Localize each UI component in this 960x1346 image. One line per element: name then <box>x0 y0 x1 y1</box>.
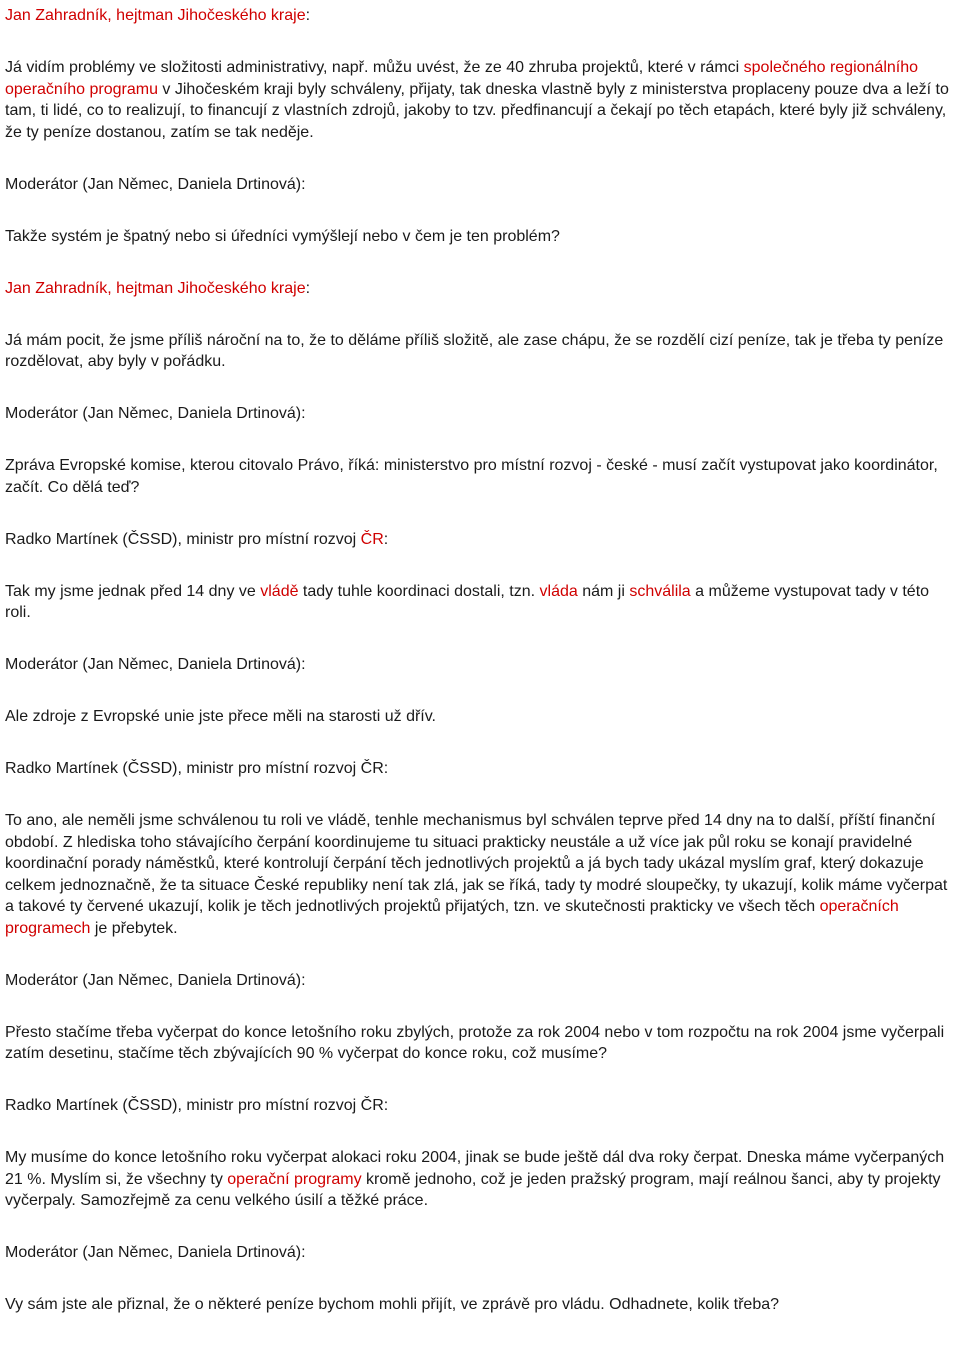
text-segment: je přebytek. <box>90 919 178 937</box>
highlighted-term: vládě <box>260 582 299 600</box>
transcript-paragraph <box>5 1022 955 1065</box>
text-segment: : <box>305 7 311 24</box>
speaker-label <box>5 1095 955 1117</box>
highlighted-term: schválila <box>629 582 691 600</box>
transcript-paragraph <box>5 706 955 728</box>
transcript-paragraph <box>5 330 955 373</box>
text-segment: v Jihočeském kraji byly schváleny, přijaty, tak dneska vlastně byly z ministerstva proplaceny pouze dva a leží to tam, ti lidé, co to realizují, to financují z vlastních zdrojů, jakoby to tzv. předfinancují a čekají po těch etapách, které byly již schváleny, že ty peníze dostanou, zatím se tak neděje. <box>5 80 949 141</box>
text-segment: : <box>383 530 389 548</box>
text-segment: Vy sám jste ale přiznal, že o některé peníze bychom mohli přijít, ve zprávě pro vládu. Odhadnete, kolik třeba? <box>5 1296 780 1313</box>
text-segment: Radko Martínek (ČSSD), ministr pro místní rozvoj <box>5 530 361 548</box>
speaker-label <box>5 5 955 27</box>
highlighted-term: Jan Zahradník, hejtman Jihočeského kraje <box>5 279 306 297</box>
text-segment: : <box>305 279 311 297</box>
speaker-label <box>5 758 955 780</box>
transcript-paragraph <box>5 581 955 624</box>
text-segment: kromě jednoho, což je jeden pražský program, mají reálnou šanci, aby ty projekty vyčerpaly. Samozřejmě za cenu velkého úsilí a těžké práce. <box>5 1170 941 1209</box>
transcript-paragraph <box>5 810 955 939</box>
text-segment: My musíme do konce letošního roku vyčerpat alokaci roku 2004, jinak se bude ještě dál dva roky čerpat. Dneska máme vyčerpaných 21 %. Myslím si, že všechny ty <box>5 1149 945 1188</box>
text-segment: Moderátor (Jan Němec, Daniela Drtinová): <box>5 656 306 673</box>
text-segment: To ano, ale neměli jsme schválenou tu roli ve vládě, tenhle mechanismus byl schválen teprve před 14 dny na to další, příští finanční období. Z hlediska toho stávajícího čerpání koordinujeme tu situaci prakticky neustále a už více jak půl roku se konají pravidelné koordinační porady náměstků, které kontrolují čerpání těch jednotlivých projektů a já bych tady ukázal myslím graf, který dokazuje celkem jednoznačně, že ta situace České republiky není tak zlá, jak se říká, tady ty modré sloupečky, ty ukazují, kolik máme vyčerpat a takové ty červené ukazují, kolik je těch jednotlivých projektů přijatých, tzn. ve skutečnosti prakticky ve všech těch <box>5 812 948 915</box>
highlighted-term: ČR <box>360 530 384 548</box>
text-segment: nám ji <box>577 582 630 600</box>
speaker-label <box>5 654 955 676</box>
text-segment: Já mám pocit, že jsme příliš nároční na to, že to děláme příliš složitě, ale zase chápu, že se rozdělí cizí peníze, tak je třeba ty peníze rozdělovat, aby byly v pořádku. <box>5 331 944 370</box>
text-segment: a můžeme vystupovat tady v této roli. <box>5 582 930 621</box>
transcript-paragraph <box>5 455 955 498</box>
highlighted-term: vláda <box>539 582 578 600</box>
text-segment: Radko Martínek (ČSSD), ministr pro místní rozvoj ČR: <box>5 760 389 777</box>
speaker-label <box>5 529 955 551</box>
text-segment: tady tuhle koordinaci dostali, tzn. <box>298 582 540 600</box>
text-segment: Moderátor (Jan Němec, Daniela Drtinová): <box>5 971 306 989</box>
text-segment: Takže systém je špatný nebo si úředníci vymýšlejí nebo v čem je ten problém? <box>5 227 560 245</box>
speaker-label <box>5 278 955 300</box>
speaker-label <box>5 403 955 425</box>
speaker-label <box>5 970 955 992</box>
speaker-label <box>5 174 955 196</box>
transcript-paragraph <box>5 57 955 143</box>
transcript-document <box>5 5 955 1346</box>
transcript-paragraph <box>5 226 955 248</box>
text-segment: Přesto stačíme třeba vyčerpat do konce letošního roku zbylých, protože za rok 2004 nebo v tom rozpočtu na rok 2004 jsme vyčerpali zatím desetinu, stačíme těch zbývajících 90 % vyčerpat do konce roku, což musíme? <box>5 1023 945 1062</box>
highlighted-term: operačních programech <box>5 898 899 937</box>
highlighted-term: operační programy <box>227 1170 362 1188</box>
text-segment: Moderátor (Jan Němec, Daniela Drtinová): <box>5 1244 306 1261</box>
text-segment: Já vidím problémy ve složitosti administrativy, např. můžu uvést, že ze 40 zhruba projektů, které v rámci <box>5 59 744 76</box>
text-segment: Tak my jsme jednak před 14 dny ve <box>5 582 261 600</box>
highlighted-term: společného regionálního operačního programu <box>5 59 919 98</box>
highlighted-term: Jan Zahradník, hejtman Jihočeského kraje <box>5 7 306 24</box>
speaker-label <box>5 1242 955 1264</box>
text-segment: Moderátor (Jan Němec, Daniela Drtinová): <box>5 175 306 193</box>
text-segment: Zpráva Evropské komise, kterou citovalo Právo, říká: ministerstvo pro místní rozvoj - české - musí začít vystupovat jako koordinátor, začít. Co dělá teď? <box>5 457 938 496</box>
text-segment: Radko Martínek (ČSSD), ministr pro místní rozvoj ČR: <box>5 1097 389 1114</box>
text-segment: Ale zdroje z Evropské unie jste přece měli na starosti už dřív. <box>5 708 436 725</box>
text-segment: Moderátor (Jan Němec, Daniela Drtinová): <box>5 405 306 422</box>
transcript-paragraph <box>5 1294 955 1316</box>
transcript-paragraph <box>5 1147 955 1212</box>
